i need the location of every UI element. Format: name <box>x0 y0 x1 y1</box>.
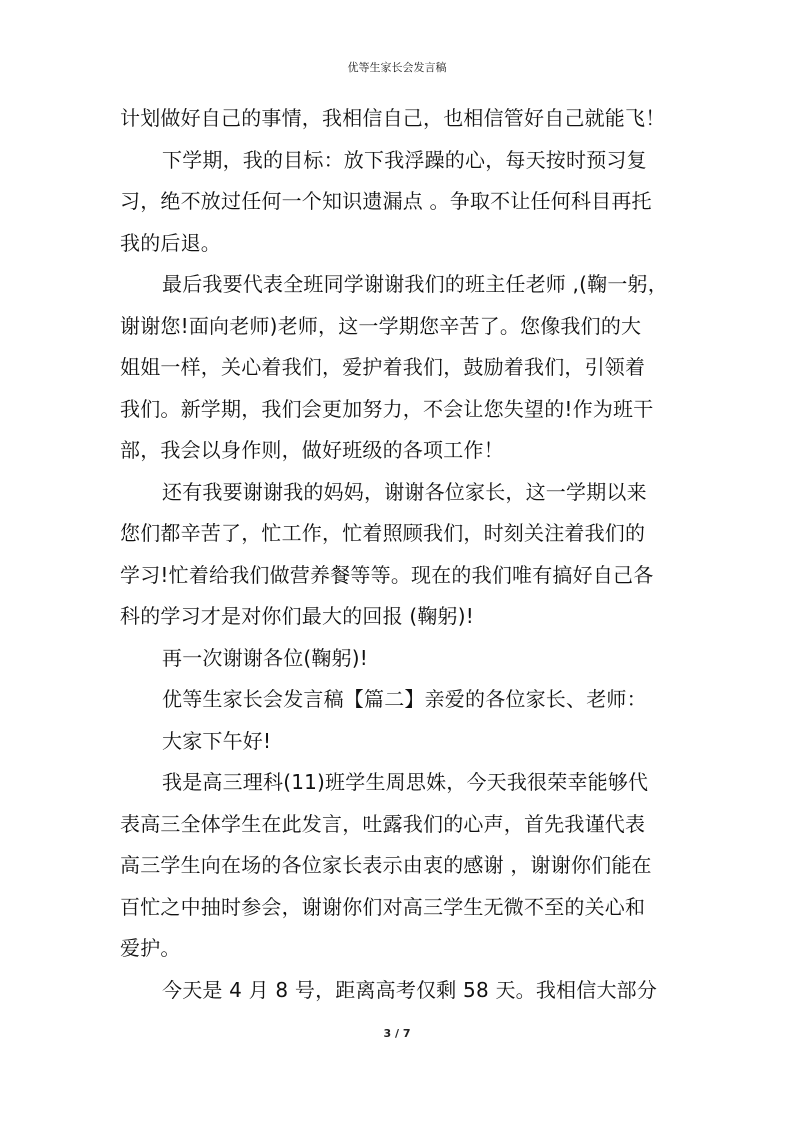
paragraph <box>120 264 676 306</box>
text-line: 百忙之中抽时参会，谢谢你们对高三学生无微不至的关心和 <box>120 894 646 919</box>
paragraph <box>120 679 676 721</box>
text-line: 您们都辛苦了，忙工作，忙着照顾我们，时刻关注着我们的 <box>120 521 646 545</box>
text-line: 爱护。 <box>120 936 181 960</box>
paragraph <box>120 970 676 1012</box>
paragraph-continuation <box>120 181 676 264</box>
text-line: 我们。新学期，我们会更加努力，不会让您失望的!作为班干 <box>120 396 654 421</box>
paragraph-continuation <box>120 513 676 638</box>
text-line: 表高三全体学生在此发言，吐露我们的心声，首先我谨代表 <box>120 811 646 836</box>
text-line: 部，我会以身作则，做好班级的各项工作！ <box>120 438 504 462</box>
paragraph <box>120 140 676 182</box>
text-line: 姐姐一样，关心着我们，爱护着我们，鼓励着我们，引领着 <box>120 355 646 379</box>
text-line: 科的学习才是对你们最大的回报 (鞠躬)! <box>120 604 474 628</box>
paragraph-continuation <box>120 804 676 970</box>
document-body <box>120 98 676 1011</box>
text-line: 还有我要谢谢我的妈妈，谢谢各位家长，这一学期以来 <box>162 479 647 504</box>
text-line: 我的后退。 <box>120 230 221 255</box>
page-header: 优等生家长会发言稿 <box>347 61 447 74</box>
text-line: 学习!忙着给我们做营养餐等等。现在的我们唯有搞好自己各 <box>120 562 654 587</box>
paragraph <box>120 721 676 763</box>
text-line: 今天是 4 月 8 号，距离高考仅剩 58 天。我相信大部分 <box>162 977 658 1002</box>
paragraph-continuation <box>120 306 676 472</box>
text-line: 下学期，我的目标：放下我浮躁的心，每天按时预习复 <box>162 147 647 172</box>
page-number: 3 / 7 <box>383 1027 411 1040</box>
paragraph <box>120 638 676 680</box>
text-line: 最后我要代表全班同学谢谢我们的班主任老师 ,(鞠一躬， <box>162 272 668 296</box>
text-line: 计划做好自己的事情，我相信自己，也相信管好自己就能飞！ <box>120 106 666 130</box>
text-line: 再一次谢谢各位(鞠躬)! <box>162 645 369 670</box>
text-line: 我是高三理科(11)班学生周思姝，今天我很荣幸能够代 <box>162 770 649 794</box>
text-line: 大家下午好! <box>162 728 272 753</box>
paragraph <box>120 98 676 140</box>
text-line: 习，绝不放过任何一个知识遗漏点 。争取不让任何科目再托 <box>120 189 652 213</box>
paragraph <box>120 472 676 514</box>
text-line: 高三学生向在场的各位家长表示由衷的感谢 ，谢谢你们能在 <box>120 853 652 877</box>
text-line: 谢谢您!面向老师)老师，这一学期您辛苦了。您像我们的大 <box>120 313 642 338</box>
text-line: 优等生家长会发言稿【篇二】亲爱的各位家长、老师： <box>162 687 647 711</box>
paragraph <box>120 762 676 804</box>
